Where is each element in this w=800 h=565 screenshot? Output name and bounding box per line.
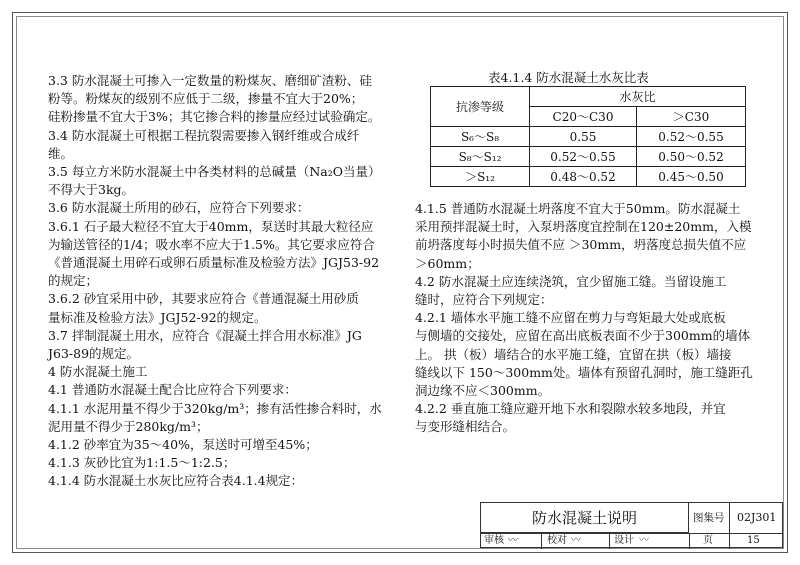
left-text-line: 维。	[48, 145, 74, 161]
right-text-line: 洞边缘不应＜300mm。	[415, 383, 551, 399]
left-text-line: 3.6.2 砂宜采用中砂，其要求应符合《普通混凝土用砂质	[48, 291, 359, 307]
cell-grade: S₆～S₈	[431, 127, 530, 147]
left-text-line: 的规定；	[48, 273, 99, 289]
cell-c20-c30: 0.55	[530, 127, 637, 147]
left-column	[48, 72, 388, 491]
subheader-gt-c30: ＞C30	[637, 107, 746, 127]
cell-grade: S₈～S₁₂	[431, 147, 530, 167]
right-text-line: 4.1.5 普通防水混凝土坍落度不宜大于50mm。防水混凝土	[415, 201, 741, 216]
left-text-line: 为输送管径的1/4；吸水率不应大于1.5%。其它要求应符合	[48, 236, 375, 252]
right-text-line: 4.2.2 垂直施工缝应避开地下水和裂隙水较多地段，并宜	[415, 401, 726, 417]
left-text-line: J63-89的规定。	[48, 346, 140, 362]
page-label: 页	[703, 535, 713, 546]
right-text-line: 上。 拱（板）墙结合的水平施工缝，宜留在拱（板）墙接	[415, 346, 732, 362]
drawing-title: 防水混凝土说明	[481, 503, 689, 533]
atlas-number: 02J301	[737, 511, 777, 524]
review-label: 审核	[484, 535, 504, 546]
right-text-line: 4.2.1 墙体水平施工缝不应留在剪力与弯矩最大处或底板	[415, 310, 726, 326]
header-grade: 抗渗等级	[431, 87, 530, 127]
left-text-line: 3.6 防水混凝土所用的砂石，应符合下列要求：	[48, 200, 310, 216]
right-text-line: 与侧墙的交接处，应留在高出底板表面不少于300mm的墙体	[415, 328, 751, 344]
cell-grade: ＞S₁₂	[431, 167, 530, 187]
left-text-line: 量标准及检验方法》JGJ52-92的规定。	[48, 309, 267, 325]
review-signature: 〰	[507, 535, 517, 546]
design-signature: 〰	[639, 535, 649, 546]
right-text-line: 前坍落度每小时损失值不应 ＞30mm，坍落度总损失值不应	[415, 237, 747, 253]
table-row	[431, 167, 746, 187]
left-text-line: 泥用量不得少于280kg/m³；	[48, 418, 209, 434]
left-text-line: 3.3 防水混凝土可掺入一定数量的粉煤灰、磨细矿渣粉、硅	[48, 73, 372, 88]
left-text-line: 4.1.2 砂率宜为35～40%，泵送时可增至45%；	[48, 437, 318, 453]
right-text-line: 缝时，应符合下列规定：	[415, 292, 553, 308]
left-text-line: 4.1.3 灰砂比宜为1:1.5～1:2.5；	[48, 455, 236, 471]
left-text-line: 《普通混凝土用碎石或卵石质量标准及检验方法》JGJ53-92	[48, 255, 380, 271]
left-text-line: 3.6.1 石子最大粒径不宜大于40mm，泵送时其最大粒径应	[48, 218, 374, 234]
check-label: 校对	[547, 535, 567, 546]
table-row	[431, 147, 746, 167]
left-text-line: 4 防水混凝土施工	[48, 364, 148, 380]
table-title: 表4.1.4 防水混凝土水灰比表	[488, 70, 649, 85]
cell-c20-c30: 0.48～0.52	[530, 167, 637, 187]
header-ratio: 水灰比	[530, 87, 746, 107]
page-number: 15	[747, 535, 760, 546]
atlas-number-label: 图集号	[693, 512, 725, 524]
water-cement-ratio-table	[430, 86, 746, 187]
left-text-line: 4.1 普通防水混凝土配合比应符合下列要求：	[48, 382, 297, 398]
cell-c20-c30: 0.52～0.55	[530, 147, 637, 167]
right-text-line: ＞60mm；	[415, 255, 480, 271]
left-text-line: 硅粉掺量不宜大于3%；其它掺合料的掺量应经过试验确定。	[48, 109, 381, 125]
left-text-line: 4.1.1 水泥用量不得少于320kg/m³；掺有活性掺合料时，水	[48, 400, 382, 416]
left-text-line: 3.4 防水混凝土可根据工程抗裂需要掺入钢纤维或合成纤	[48, 127, 360, 143]
subheader-c20-c30: C20～C30	[530, 107, 637, 127]
check-signature: 〰	[571, 535, 581, 546]
title-block	[480, 502, 783, 548]
left-text-line: 不得大于3kg。	[48, 182, 135, 198]
cell-gt-c30: 0.50～0.52	[637, 147, 746, 167]
design-label: 设计	[614, 535, 634, 546]
left-text-line: 粉等。粉煤灰的级别不应低于二级，掺量不宜大于20%；	[48, 91, 364, 107]
right-text-line: 与变形缝相结合。	[415, 419, 516, 435]
table-row	[431, 127, 746, 147]
cell-gt-c30: 0.45～0.50	[637, 167, 746, 187]
left-text-line: 3.5 每立方米防水混凝土中各类材料的总碱量（Na₂O当量）	[48, 164, 381, 180]
right-text-line: 采用预拌混凝土时，入泵坍落度宜控制在120±20mm，入模	[415, 219, 752, 235]
left-text-line: 4.1.4 防水混凝土水灰比应符合表4.1.4规定：	[48, 473, 304, 489]
right-text-line: 4.2 防水混凝土应连续浇筑，宜少留施工缝。当留设施工	[415, 273, 727, 289]
right-column	[415, 200, 760, 437]
cell-gt-c30: 0.52～0.55	[637, 127, 746, 147]
right-text-line: 缝线以下 150～300mm处。墙体有预留孔洞时，施工缝距孔	[415, 364, 753, 380]
left-text-line: 3.7 拌制混凝土用水，应符合《混凝土拌合用水标准》JG	[48, 327, 362, 343]
